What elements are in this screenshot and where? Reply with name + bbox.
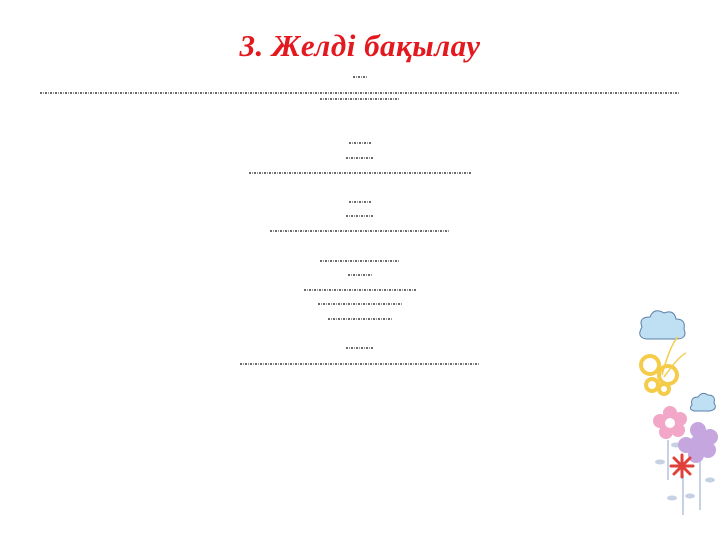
red-flower-icon [671,455,693,477]
body-text-line [0,200,720,204]
small-cloud-icon [690,393,715,411]
body-text-line [0,91,720,95]
body-text-line [0,214,720,218]
body-text-line [0,97,720,101]
body-text-line [0,302,720,306]
slide-title: 3. Желді бақылау [239,28,481,63]
cloud-icon [640,311,685,339]
body-text-line [0,259,720,263]
pink-flower-icon [653,406,687,439]
body-text-line [0,288,720,292]
body-text-line [0,141,720,145]
body-text-line [0,171,720,175]
body-text-line [0,362,720,366]
body-text-line [0,346,720,350]
body-text-line [0,156,720,160]
body-text-line [0,317,720,321]
body-text-line [0,75,720,79]
body-text-line [0,229,720,233]
flowers-butterfly-illustration [620,305,720,540]
body-text-line [0,273,720,277]
butterfly-icon [641,337,686,394]
